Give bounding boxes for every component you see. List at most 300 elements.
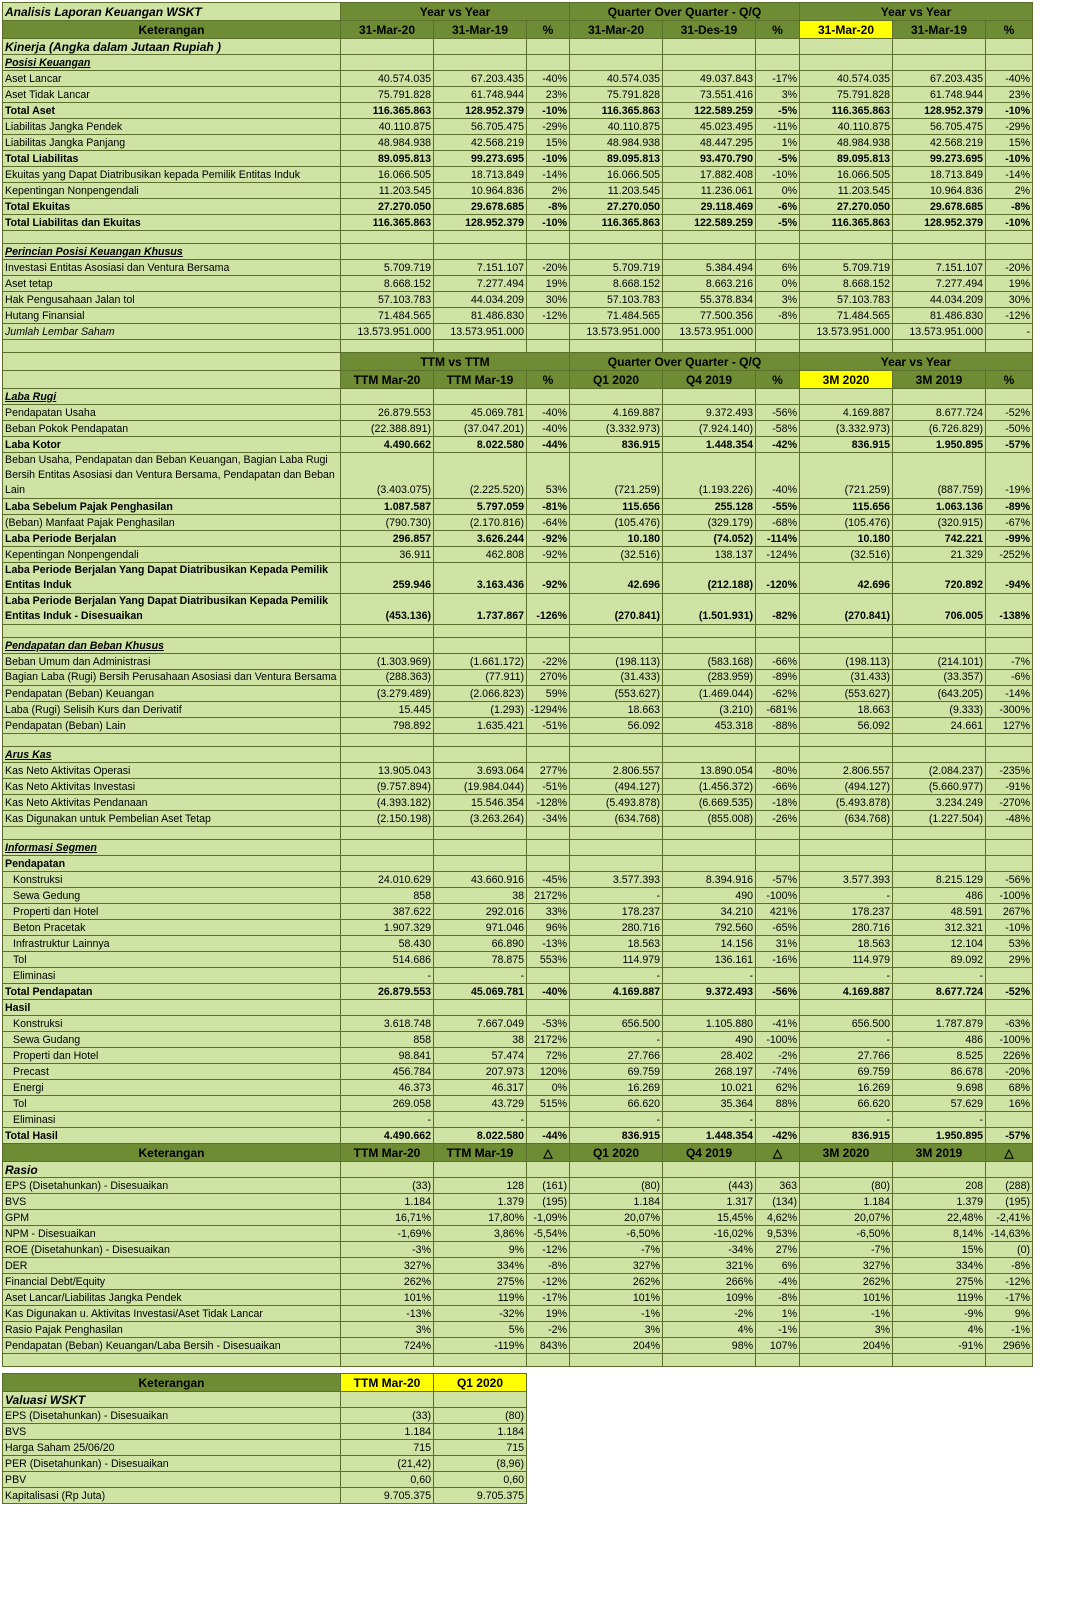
row-value: 715 [341, 1440, 434, 1456]
table-row [3, 920, 1033, 936]
row-value: 101% [570, 1290, 663, 1306]
table-row [3, 135, 1033, 151]
table-row [3, 1242, 1033, 1258]
row-value: 1.448.354 [663, 1128, 756, 1144]
row-value: 462.808 [434, 547, 527, 563]
row-value: 66.890 [434, 936, 527, 952]
row-value: 45.069.781 [434, 984, 527, 1000]
row-value: (105.476) [800, 515, 893, 531]
row-value: 57.629 [893, 1096, 986, 1112]
row-value: -42% [756, 1128, 800, 1144]
row-value: 56.092 [800, 718, 893, 734]
row-value: 81.486.830 [434, 308, 527, 324]
empty-cell [986, 340, 1033, 353]
empty-cell [3, 371, 341, 389]
empty-cell [663, 747, 756, 763]
row-label: Pendapatan Usaha [3, 405, 341, 421]
row-label: Kas Neto Aktivitas Investasi [3, 779, 341, 795]
row-label: Hasil [3, 1000, 341, 1016]
row-value: 4.169.887 [570, 405, 663, 421]
row-value: 327% [570, 1258, 663, 1274]
row-value: 53% [986, 936, 1033, 952]
row-value: 89.092 [893, 952, 986, 968]
section-title: Kinerja (Angka dalam Jutaan Rupiah ) [3, 39, 341, 55]
table-row [3, 1210, 1033, 1226]
empty-cell [800, 340, 893, 353]
row-value: (1.661.172) [434, 654, 527, 670]
empty-cell [570, 625, 663, 638]
row-label: Sewa Gedung [3, 888, 341, 904]
row-label: Properti dan Hotel [3, 904, 341, 920]
column-header: % [986, 21, 1033, 39]
row-value: 10.964.836 [893, 183, 986, 199]
column-header: Q1 2020 [434, 1374, 527, 1392]
row-value: (634.768) [570, 811, 663, 827]
row-value: 269.058 [341, 1096, 434, 1112]
row-value [893, 856, 986, 872]
table-row [3, 1440, 527, 1456]
row-value: 81.486.830 [893, 308, 986, 324]
row-value: (583.168) [663, 654, 756, 670]
table-row [3, 199, 1033, 215]
row-value: 40.574.035 [800, 71, 893, 87]
row-value: 69.759 [570, 1064, 663, 1080]
row-value: 40.110.875 [341, 119, 434, 135]
row-value: 15% [527, 135, 570, 151]
row-value: 49.037.843 [663, 71, 756, 87]
spacer-row [3, 625, 1033, 638]
row-value: - [893, 968, 986, 984]
table-row [3, 702, 1033, 718]
row-value: 9,53% [756, 1226, 800, 1242]
row-value: 1.950.895 [893, 437, 986, 453]
row-value: (329.179) [663, 515, 756, 531]
row-label: Eliminasi [3, 968, 341, 984]
empty-cell [756, 734, 800, 747]
spacer-row [3, 340, 1033, 353]
table-row [3, 718, 1033, 734]
row-value: 7.151.107 [893, 260, 986, 276]
row-value: (80) [800, 1178, 893, 1194]
row-value: 99.273.695 [893, 151, 986, 167]
header-label: Keterangan [3, 1374, 341, 1392]
row-value: 1.448.354 [663, 437, 756, 453]
row-label: Sewa Gudang [3, 1032, 341, 1048]
row-value: -40% [527, 405, 570, 421]
row-value [527, 1112, 570, 1128]
row-value: - [341, 968, 434, 984]
empty-cell [341, 55, 434, 71]
group-header: TTM vs TTM [341, 353, 570, 371]
row-value: (443) [663, 1178, 756, 1194]
row-value: -1% [800, 1306, 893, 1322]
row-value: 321% [663, 1258, 756, 1274]
column-header: △ [756, 1144, 800, 1162]
row-value: 8.022.580 [434, 437, 527, 453]
row-value [527, 1000, 570, 1016]
table-row [3, 167, 1033, 183]
table-row [3, 1048, 1033, 1064]
row-value: (4.393.182) [341, 795, 434, 811]
row-value: -252% [986, 547, 1033, 563]
group-header: Quarter Over Quarter - Q/Q [570, 3, 800, 21]
row-value [800, 1000, 893, 1016]
row-value: (33) [341, 1408, 434, 1424]
row-value: 89.095.813 [341, 151, 434, 167]
row-label: Kas Neto Aktivitas Pendanaan [3, 795, 341, 811]
row-value: -16% [756, 952, 800, 968]
row-value: 4.490.662 [341, 437, 434, 453]
row-value: (1.303.969) [341, 654, 434, 670]
row-value: 68% [986, 1080, 1033, 1096]
row-label: Laba Sebelum Pajak Penghasilan [3, 499, 341, 515]
section-title-row [3, 244, 1033, 260]
row-value: 107% [756, 1338, 800, 1354]
section-title-row [3, 747, 1033, 763]
row-value: (80) [570, 1178, 663, 1194]
empty-cell [986, 840, 1033, 856]
row-value [341, 1000, 434, 1016]
empty-cell [756, 625, 800, 638]
row-value: 4.169.887 [570, 984, 663, 1000]
row-value: 2.806.557 [570, 763, 663, 779]
row-value: (790.730) [341, 515, 434, 531]
row-value [893, 1000, 986, 1016]
table-row [3, 594, 1033, 625]
row-value: -12% [986, 308, 1033, 324]
row-label: Pendapatan [3, 856, 341, 872]
row-value: -6,50% [570, 1226, 663, 1242]
row-value: 178.237 [800, 904, 893, 920]
row-value: 8.525 [893, 1048, 986, 1064]
empty-cell [986, 389, 1033, 405]
row-value: 115.656 [800, 499, 893, 515]
row-value: -34% [527, 811, 570, 827]
row-value: -10% [527, 103, 570, 119]
table-row [3, 1194, 1033, 1210]
row-value: (1.293) [434, 702, 527, 718]
row-value: -58% [756, 421, 800, 437]
row-value: 10.021 [663, 1080, 756, 1096]
row-value: -12% [527, 308, 570, 324]
table-row [3, 547, 1033, 563]
row-value: 456.784 [341, 1064, 434, 1080]
row-label: Laba Kotor [3, 437, 341, 453]
row-label: Kas Digunakan u. Aktivitas Investasi/Aset Tidak Lancar [3, 1306, 341, 1322]
empty-cell [570, 389, 663, 405]
empty-cell [527, 244, 570, 260]
column-header: 31-Mar-20 [570, 21, 663, 39]
empty-cell [527, 231, 570, 244]
row-value: 116.365.863 [800, 215, 893, 231]
row-value: 2172% [527, 1032, 570, 1048]
row-label: PBV [3, 1472, 341, 1488]
row-value: (634.768) [800, 811, 893, 827]
row-value: 656.500 [570, 1016, 663, 1032]
row-label: Pendapatan (Beban) Lain [3, 718, 341, 734]
row-value: 453.318 [663, 718, 756, 734]
row-value: 292.016 [434, 904, 527, 920]
row-value: 268.197 [663, 1064, 756, 1080]
row-value: 116.365.863 [570, 215, 663, 231]
table-row [3, 1128, 1033, 1144]
header-label: Keterangan [3, 1144, 341, 1162]
row-value: -52% [986, 405, 1033, 421]
row-value: - [434, 1112, 527, 1128]
row-value: -68% [756, 515, 800, 531]
column-header: % [986, 371, 1033, 389]
row-value: 16.066.505 [570, 167, 663, 183]
row-value: 8.668.152 [341, 276, 434, 292]
row-value: 5.384.494 [663, 260, 756, 276]
table-row [3, 324, 1033, 340]
empty-cell [341, 1354, 434, 1367]
empty-cell [3, 1354, 341, 1367]
row-label: PER (Disetahunkan) - Disesuaikan [3, 1456, 341, 1472]
row-label: Kas Neto Aktivitas Operasi [3, 763, 341, 779]
row-value: 226% [986, 1048, 1033, 1064]
row-value: 57.103.783 [341, 292, 434, 308]
row-value: 208 [893, 1178, 986, 1194]
row-value: -7% [570, 1242, 663, 1258]
empty-cell [341, 389, 434, 405]
row-value: (283.959) [663, 670, 756, 686]
row-value: 23% [986, 87, 1033, 103]
row-value: 15% [986, 135, 1033, 151]
row-label: Jumlah Lembar Saham [3, 324, 341, 340]
row-value: 42.568.219 [434, 135, 527, 151]
empty-cell [663, 231, 756, 244]
empty-cell [893, 1162, 986, 1178]
section-title-row [3, 55, 1033, 71]
row-value: (22.388.891) [341, 421, 434, 437]
row-value: 3% [756, 87, 800, 103]
table-row [3, 260, 1033, 276]
row-value: 255.128 [663, 499, 756, 515]
table-row [3, 1000, 1033, 1016]
empty-cell [756, 231, 800, 244]
section-title: Laba Rugi [3, 389, 341, 405]
row-value: (320.915) [893, 515, 986, 531]
row-value: -235% [986, 763, 1033, 779]
row-value: -20% [986, 1064, 1033, 1080]
row-value: 262% [570, 1274, 663, 1290]
row-value: 77.500.356 [663, 308, 756, 324]
row-label: Total Ekuitas [3, 199, 341, 215]
empty-cell [893, 231, 986, 244]
column-header: 3M 2019 [893, 371, 986, 389]
row-value: 5.709.719 [800, 260, 893, 276]
row-value: 1.184 [341, 1194, 434, 1210]
empty-cell [893, 340, 986, 353]
row-value: -92% [527, 531, 570, 547]
empty-cell [527, 625, 570, 638]
row-value: 101% [341, 1290, 434, 1306]
empty-cell [800, 1354, 893, 1367]
row-value: 334% [434, 1258, 527, 1274]
row-value: -42% [756, 437, 800, 453]
empty-cell [893, 39, 986, 55]
section-title-row [3, 389, 1033, 405]
row-value: 3.234.249 [893, 795, 986, 811]
empty-cell [527, 1162, 570, 1178]
row-value: 0,60 [434, 1472, 527, 1488]
row-value: -5,54% [527, 1226, 570, 1242]
row-label: EPS (Disetahunkan) - Disesuaikan [3, 1178, 341, 1194]
empty-cell [341, 827, 434, 840]
row-value: 267% [986, 904, 1033, 920]
row-value: 48.984.938 [570, 135, 663, 151]
row-value: -64% [527, 515, 570, 531]
empty-cell [434, 231, 527, 244]
row-label: Liabilitas Jangka Panjang [3, 135, 341, 151]
row-value: 204% [800, 1338, 893, 1354]
row-value: -34% [663, 1242, 756, 1258]
row-value: 9.372.493 [663, 405, 756, 421]
row-value: 61.748.944 [434, 87, 527, 103]
section-title: Posisi Keuangan [3, 55, 341, 71]
row-value: 59% [527, 686, 570, 702]
row-value: 71.484.565 [800, 308, 893, 324]
column-header: 31-Des-19 [663, 21, 756, 39]
row-value: 14.156 [663, 936, 756, 952]
empty-cell [3, 353, 341, 371]
row-label: Laba Periode Berjalan Yang Dapat Diatribusikan Kepada Pemilik Entitas Induk - Disesuaikan [3, 594, 341, 625]
row-value: 120% [527, 1064, 570, 1080]
spacer-row [3, 231, 1033, 244]
empty-cell [756, 840, 800, 856]
empty-cell [434, 840, 527, 856]
column-header: Q4 2019 [663, 1144, 756, 1162]
table-row [3, 1488, 527, 1504]
row-label: Aset Lancar [3, 71, 341, 87]
row-value: -89% [756, 670, 800, 686]
row-value: 3.163.436 [434, 563, 527, 594]
empty-cell [434, 1354, 527, 1367]
row-value: -12% [527, 1274, 570, 1290]
row-value: 2% [527, 183, 570, 199]
row-value: 259.946 [341, 563, 434, 594]
row-value: (855.008) [663, 811, 756, 827]
row-value: -45% [527, 872, 570, 888]
row-value: 10.180 [800, 531, 893, 547]
row-value: 706.005 [893, 594, 986, 625]
empty-cell [663, 389, 756, 405]
row-value: 8.022.580 [434, 1128, 527, 1144]
empty-cell [341, 231, 434, 244]
row-value: -1294% [527, 702, 570, 718]
table-row [3, 888, 1033, 904]
row-value: -40% [527, 421, 570, 437]
row-value: -3% [341, 1242, 434, 1258]
row-value: 9.372.493 [663, 984, 756, 1000]
section-title: Perincian Posisi Keuangan Khusus [3, 244, 341, 260]
row-value: -10% [986, 215, 1033, 231]
row-value: 334% [893, 1258, 986, 1274]
table-row [3, 308, 1033, 324]
row-value: 128.952.379 [434, 103, 527, 119]
row-value: -94% [986, 563, 1033, 594]
row-value: 27.270.050 [570, 199, 663, 215]
row-value: 363 [756, 1178, 800, 1194]
row-value: 3.577.393 [800, 872, 893, 888]
row-value [570, 856, 663, 872]
row-value: 18.563 [800, 936, 893, 952]
column-header: TTM Mar-20 [341, 1374, 434, 1392]
row-value: -66% [756, 779, 800, 795]
column-header-row [3, 371, 1033, 389]
empty-cell [800, 827, 893, 840]
row-label: Precast [3, 1064, 341, 1080]
empty-cell [756, 1162, 800, 1178]
row-value: -12% [527, 1242, 570, 1258]
row-value: 89.095.813 [570, 151, 663, 167]
row-value: 1.950.895 [893, 1128, 986, 1144]
row-value: 490 [663, 888, 756, 904]
row-value: 5.797.059 [434, 499, 527, 515]
row-value: -10% [527, 151, 570, 167]
empty-cell [570, 231, 663, 244]
empty-cell [527, 340, 570, 353]
row-value: - [893, 1112, 986, 1128]
main-table [2, 2, 1033, 1367]
row-value: 280.716 [800, 920, 893, 936]
column-header-row [3, 21, 1033, 39]
row-value: -114% [756, 531, 800, 547]
row-value: 262% [800, 1274, 893, 1290]
row-value: -74% [756, 1064, 800, 1080]
empty-cell [527, 1354, 570, 1367]
row-value: -81% [527, 499, 570, 515]
row-label: Kapitalisasi (Rp Juta) [3, 1488, 341, 1504]
row-value: 843% [527, 1338, 570, 1354]
row-value: -44% [527, 437, 570, 453]
row-value: 742.221 [893, 531, 986, 547]
row-value: 0% [756, 183, 800, 199]
table-row [3, 872, 1033, 888]
row-value: -300% [986, 702, 1033, 718]
row-value [434, 1000, 527, 1016]
empty-cell [893, 734, 986, 747]
empty-cell [527, 734, 570, 747]
row-value: 8.677.724 [893, 405, 986, 421]
column-header: Q4 2019 [663, 371, 756, 389]
table-row [3, 276, 1033, 292]
row-value: (31.433) [800, 670, 893, 686]
row-value: 98.841 [341, 1048, 434, 1064]
row-label: Rasio Pajak Penghasilan [3, 1322, 341, 1338]
row-value: -29% [527, 119, 570, 135]
empty-cell [800, 840, 893, 856]
group-header: Year vs Year [800, 353, 1033, 371]
row-value: (3.332.973) [570, 421, 663, 437]
row-value: 4.169.887 [800, 405, 893, 421]
row-value: 13.905.043 [341, 763, 434, 779]
row-value: 10.964.836 [434, 183, 527, 199]
row-value: (270.841) [570, 594, 663, 625]
row-value: -13% [527, 936, 570, 952]
empty-cell [800, 231, 893, 244]
row-value: 724% [341, 1338, 434, 1354]
row-value: -57% [756, 872, 800, 888]
row-label: DER [3, 1258, 341, 1274]
row-value: (33.357) [893, 670, 986, 686]
empty-cell [986, 1354, 1033, 1367]
row-label: Ekuitas yang Dapat Diatribusikan kepada Pemilik Entitas Induk [3, 167, 341, 183]
row-value: (32.516) [570, 547, 663, 563]
row-value: 30% [986, 292, 1033, 308]
row-value: -41% [756, 1016, 800, 1032]
